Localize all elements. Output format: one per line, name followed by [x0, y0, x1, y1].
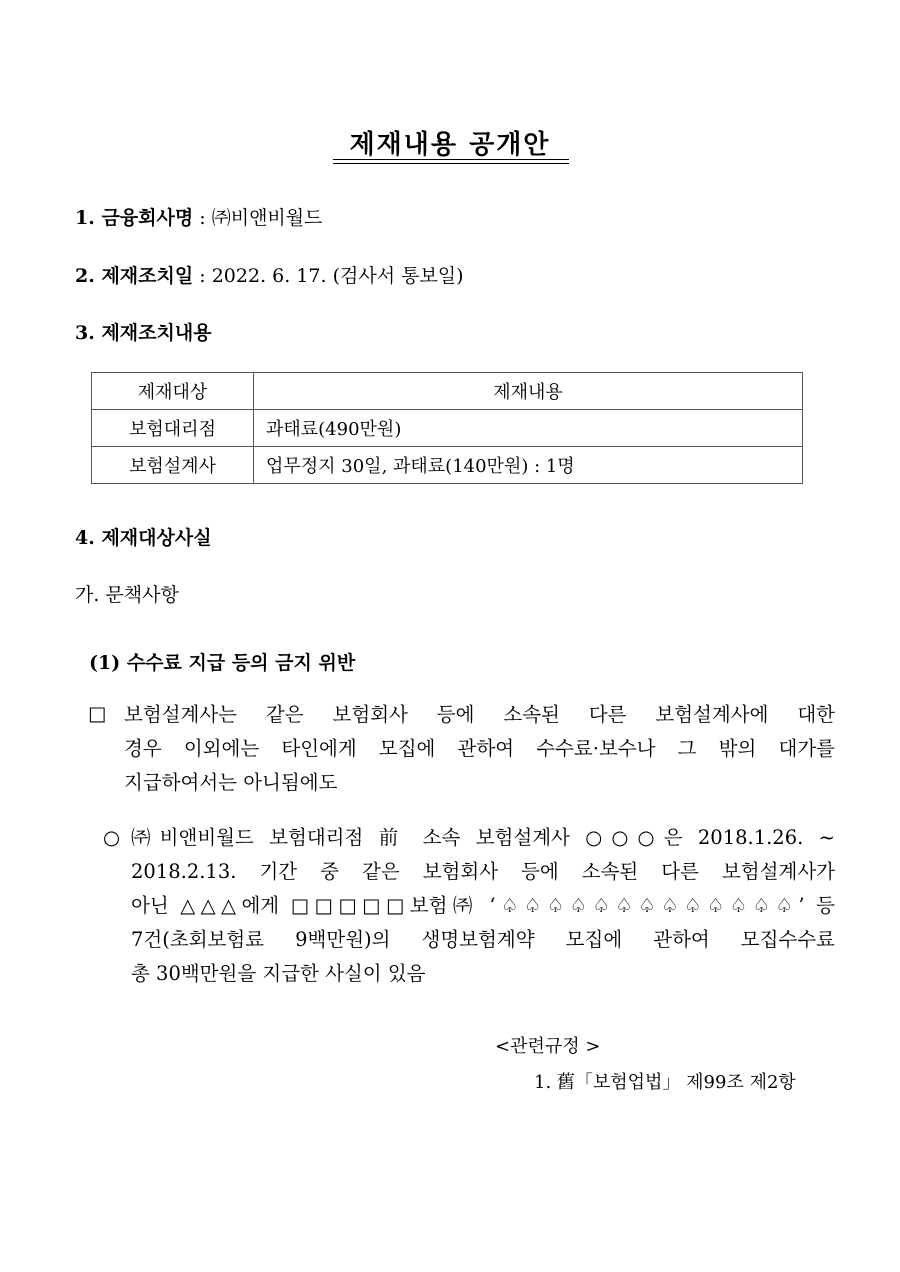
section-1 [75, 203, 323, 230]
table-row [92, 447, 803, 484]
section-4-label: 4. 제재대상사실 [75, 527, 212, 549]
circle-paragraph-line: 총 30백만원을 지급한 사실이 있음 [131, 962, 426, 985]
table-cell-target: 보험설계사 [92, 447, 254, 484]
title-underline-second [333, 163, 569, 164]
section-2-value: : 2022. 6. 17. (검사서 통보일) [193, 265, 464, 287]
table-cell-content: 업무정지 30일, 과태료(140만원) : 1명 [254, 447, 803, 484]
page-title: 제재내용 공개안 [349, 130, 551, 160]
table-cell-target: 보험대리점 [92, 410, 254, 447]
circle-bullet: ○ [103, 826, 121, 849]
box-paragraph-line: 경우 이외에는 타인에게 모집에 관하여 수수료·보수나 그 밖의 대가를 [124, 737, 835, 760]
section-2-label: 2. 제재조치일 [75, 265, 194, 287]
box-paragraph-line: 보험설계사는 같은 보험회사 등에 소속된 다른 보험설계사에 대한 [124, 703, 835, 726]
section-1-label: 1. 금융회사명 [75, 207, 194, 229]
box-bullet: □ [88, 702, 107, 725]
circle-paragraph-line: 2018.2.13. 기간 중 같은 보험회사 등에 소속된 다른 보험설계사가 [131, 860, 835, 883]
table-header-content: 제재내용 [254, 373, 803, 410]
table-row [92, 410, 803, 447]
circle-paragraph-line: 7건(초회보험료 9백만원)의 생명보험계약 모집에 관하여 모집수수료 [131, 928, 835, 951]
box-paragraph-line: 지급하여서는 아니됨에도 [124, 771, 338, 794]
section-1-value: : ㈜비앤비월드 [193, 207, 323, 229]
section-4a-label: 가. 문책사항 [75, 584, 179, 606]
table-cell-content: 과태료(490만원) [254, 410, 803, 447]
sanction-table [91, 372, 803, 484]
table-header-row [92, 373, 803, 410]
section-4a1-label: (1) 수수료 지급 등의 금지 위반 [89, 652, 356, 674]
title-underline [333, 159, 569, 160]
table-header-target: 제재대상 [92, 373, 254, 410]
circle-paragraph-line: 아닌 △△△에게 □□□□□보험㈜ ‘♤♤♤♤♤♤♤♤♤♤♤♤♤’ 등 [131, 894, 835, 917]
regulation-heading: <관련규정 > [495, 1036, 601, 1057]
section-2 [75, 261, 464, 288]
circle-paragraph-line: ㈜비앤비월드 보험대리점 前 소속 보험설계사 ○○○은 2018.1.26. ~ [131, 826, 835, 849]
section-3-label: 3. 제재조치내용 [75, 322, 212, 344]
regulation-item: 1. 舊「보험업법」 제99조 제2항 [534, 1072, 796, 1093]
